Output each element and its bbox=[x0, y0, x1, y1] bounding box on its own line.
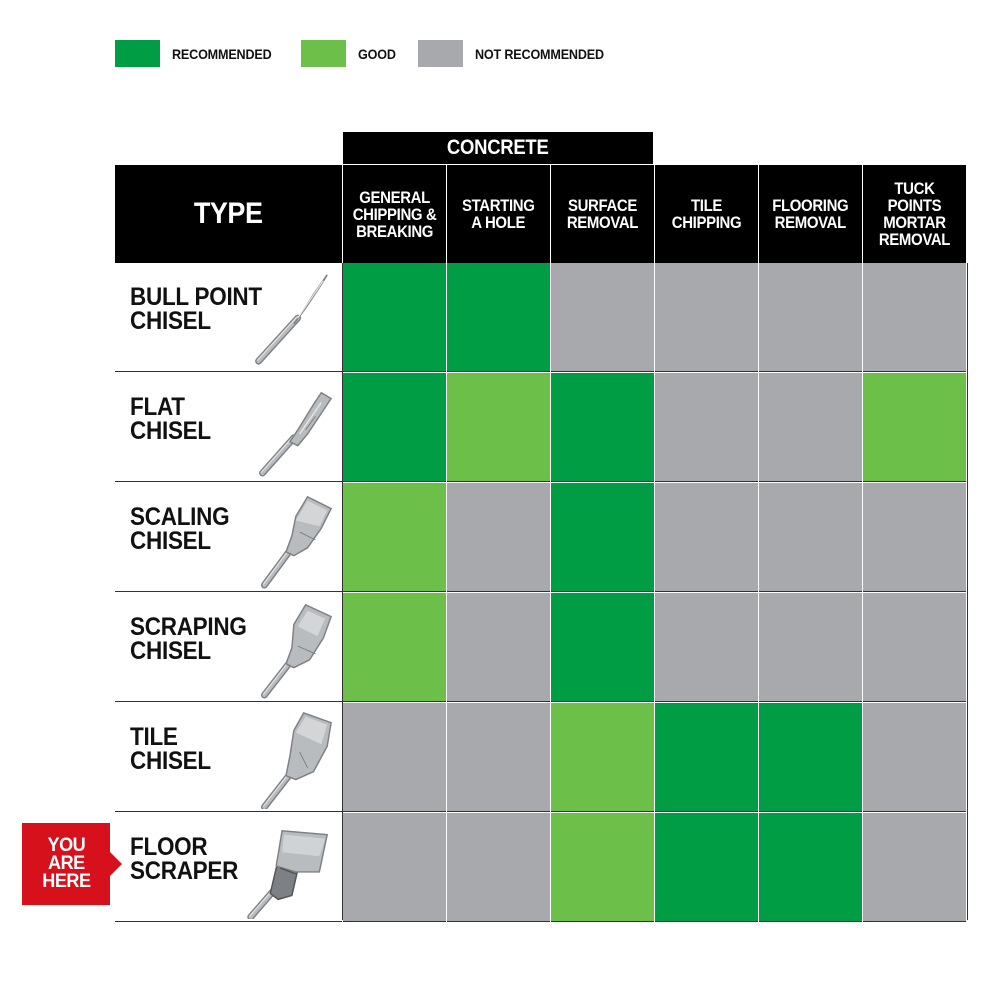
tool-type-label: SCALING CHISEL bbox=[130, 503, 230, 555]
rating-cell-good bbox=[447, 373, 550, 482]
column-header-general-chipping bbox=[343, 165, 446, 263]
rating-cell-recommended bbox=[551, 483, 654, 592]
concrete-group-label: CONCRETE bbox=[447, 136, 549, 159]
column-header-label: GENERAL CHIPPING & BREAKING bbox=[352, 187, 437, 241]
rating-cell-not-recommended bbox=[655, 483, 758, 592]
rating-cell-good bbox=[551, 703, 654, 812]
rating-cell-recommended bbox=[343, 263, 446, 372]
table-row bbox=[115, 593, 968, 702]
column-header-flooring-removal bbox=[759, 165, 862, 263]
rating-cell-good bbox=[863, 373, 966, 482]
type-cell bbox=[115, 373, 342, 482]
bull-point-chisel-icon bbox=[236, 267, 336, 369]
rating-cell-not-recommended bbox=[655, 373, 758, 482]
column-header-label: STARTING A HOLE bbox=[462, 196, 535, 232]
legend-swatch-not-recommended bbox=[418, 40, 463, 67]
column-header-surface-removal bbox=[551, 165, 654, 263]
legend-swatch-recommended bbox=[115, 40, 160, 67]
flat-chisel-icon bbox=[236, 377, 336, 479]
rating-cell-not-recommended bbox=[655, 263, 758, 372]
rating-cell-recommended bbox=[551, 373, 654, 482]
rating-cell-not-recommended bbox=[759, 483, 862, 592]
type-cell bbox=[115, 483, 342, 592]
table-row bbox=[115, 483, 968, 592]
column-header-label: FLOORING REMOVAL bbox=[772, 196, 849, 232]
tool-type-label: SCRAPING CHISEL bbox=[130, 613, 247, 665]
rating-cell-not-recommended bbox=[863, 263, 966, 372]
floor-scraper-icon bbox=[236, 817, 336, 919]
rating-cell-recommended bbox=[447, 263, 550, 372]
rating-cell-not-recommended bbox=[343, 703, 446, 812]
rating-cell-recommended bbox=[655, 813, 758, 922]
legend-label-good: GOOD bbox=[357, 45, 396, 62]
rating-cell-recommended bbox=[343, 373, 446, 482]
rating-cell-not-recommended bbox=[447, 703, 550, 812]
column-header-label: TUCK POINTS MORTAR REMOVAL bbox=[878, 179, 951, 249]
type-cell bbox=[115, 703, 342, 812]
legend-item-not-recommended bbox=[418, 40, 618, 67]
you-are-here-arrow-icon bbox=[110, 852, 122, 876]
legend bbox=[115, 40, 636, 67]
type-column-header bbox=[115, 165, 342, 263]
scraping-chisel-icon bbox=[236, 597, 336, 699]
rating-cell-good bbox=[551, 813, 654, 922]
column-header-label: TILE CHIPPING bbox=[671, 196, 742, 232]
header-row bbox=[115, 165, 968, 263]
you-are-here-label: YOU ARE HERE bbox=[41, 835, 91, 892]
concrete-group-header bbox=[343, 132, 653, 164]
rating-cell-good bbox=[343, 593, 446, 702]
rating-cell-not-recommended bbox=[759, 373, 862, 482]
rating-cell-not-recommended bbox=[759, 263, 862, 372]
column-header-label: SURFACE REMOVAL bbox=[566, 196, 639, 232]
rating-cell-not-recommended bbox=[551, 263, 654, 372]
rating-cell-good bbox=[343, 483, 446, 592]
legend-swatch-good bbox=[301, 40, 346, 67]
legend-item-recommended bbox=[115, 40, 283, 67]
tool-type-label: FLOOR SCRAPER bbox=[130, 833, 239, 885]
rating-cell-not-recommended bbox=[863, 483, 966, 592]
legend-label-not-recommended: NOT RECOMMENDED bbox=[474, 45, 604, 62]
rating-cell-not-recommended bbox=[343, 813, 446, 922]
legend-item-good bbox=[301, 40, 400, 67]
rating-cell-not-recommended bbox=[863, 703, 966, 812]
tile-chisel-icon bbox=[236, 707, 336, 809]
rating-cell-not-recommended bbox=[655, 593, 758, 702]
column-header-tile-chipping bbox=[655, 165, 758, 263]
rating-cell-recommended bbox=[759, 703, 862, 812]
rating-cell-recommended bbox=[759, 813, 862, 922]
tool-type-label: TILE CHISEL bbox=[130, 723, 211, 775]
table-row bbox=[115, 263, 968, 372]
tool-type-label: BULL POINT CHISEL bbox=[130, 283, 262, 335]
rating-cell-not-recommended bbox=[447, 483, 550, 592]
rating-cell-not-recommended bbox=[863, 813, 966, 922]
rating-cell-not-recommended bbox=[863, 593, 966, 702]
scaling-chisel-icon bbox=[236, 487, 336, 589]
type-cell bbox=[115, 593, 342, 702]
table-row bbox=[115, 813, 968, 922]
type-cell bbox=[115, 263, 342, 372]
you-are-here-badge bbox=[22, 823, 110, 905]
tool-type-label: FLAT CHISEL bbox=[130, 393, 211, 445]
table-row bbox=[115, 703, 968, 812]
rating-cell-not-recommended bbox=[759, 593, 862, 702]
rating-cell-recommended bbox=[655, 703, 758, 812]
column-header-tuck-points bbox=[863, 165, 966, 263]
legend-label-recommended: RECOMMENDED bbox=[172, 45, 272, 62]
table-row bbox=[115, 373, 968, 482]
type-cell bbox=[115, 813, 342, 922]
rating-cell-recommended bbox=[551, 593, 654, 702]
type-header-label: TYPE bbox=[194, 197, 263, 230]
column-header-starting-hole bbox=[447, 165, 550, 263]
rating-cell-not-recommended bbox=[447, 813, 550, 922]
rating-cell-not-recommended bbox=[447, 593, 550, 702]
